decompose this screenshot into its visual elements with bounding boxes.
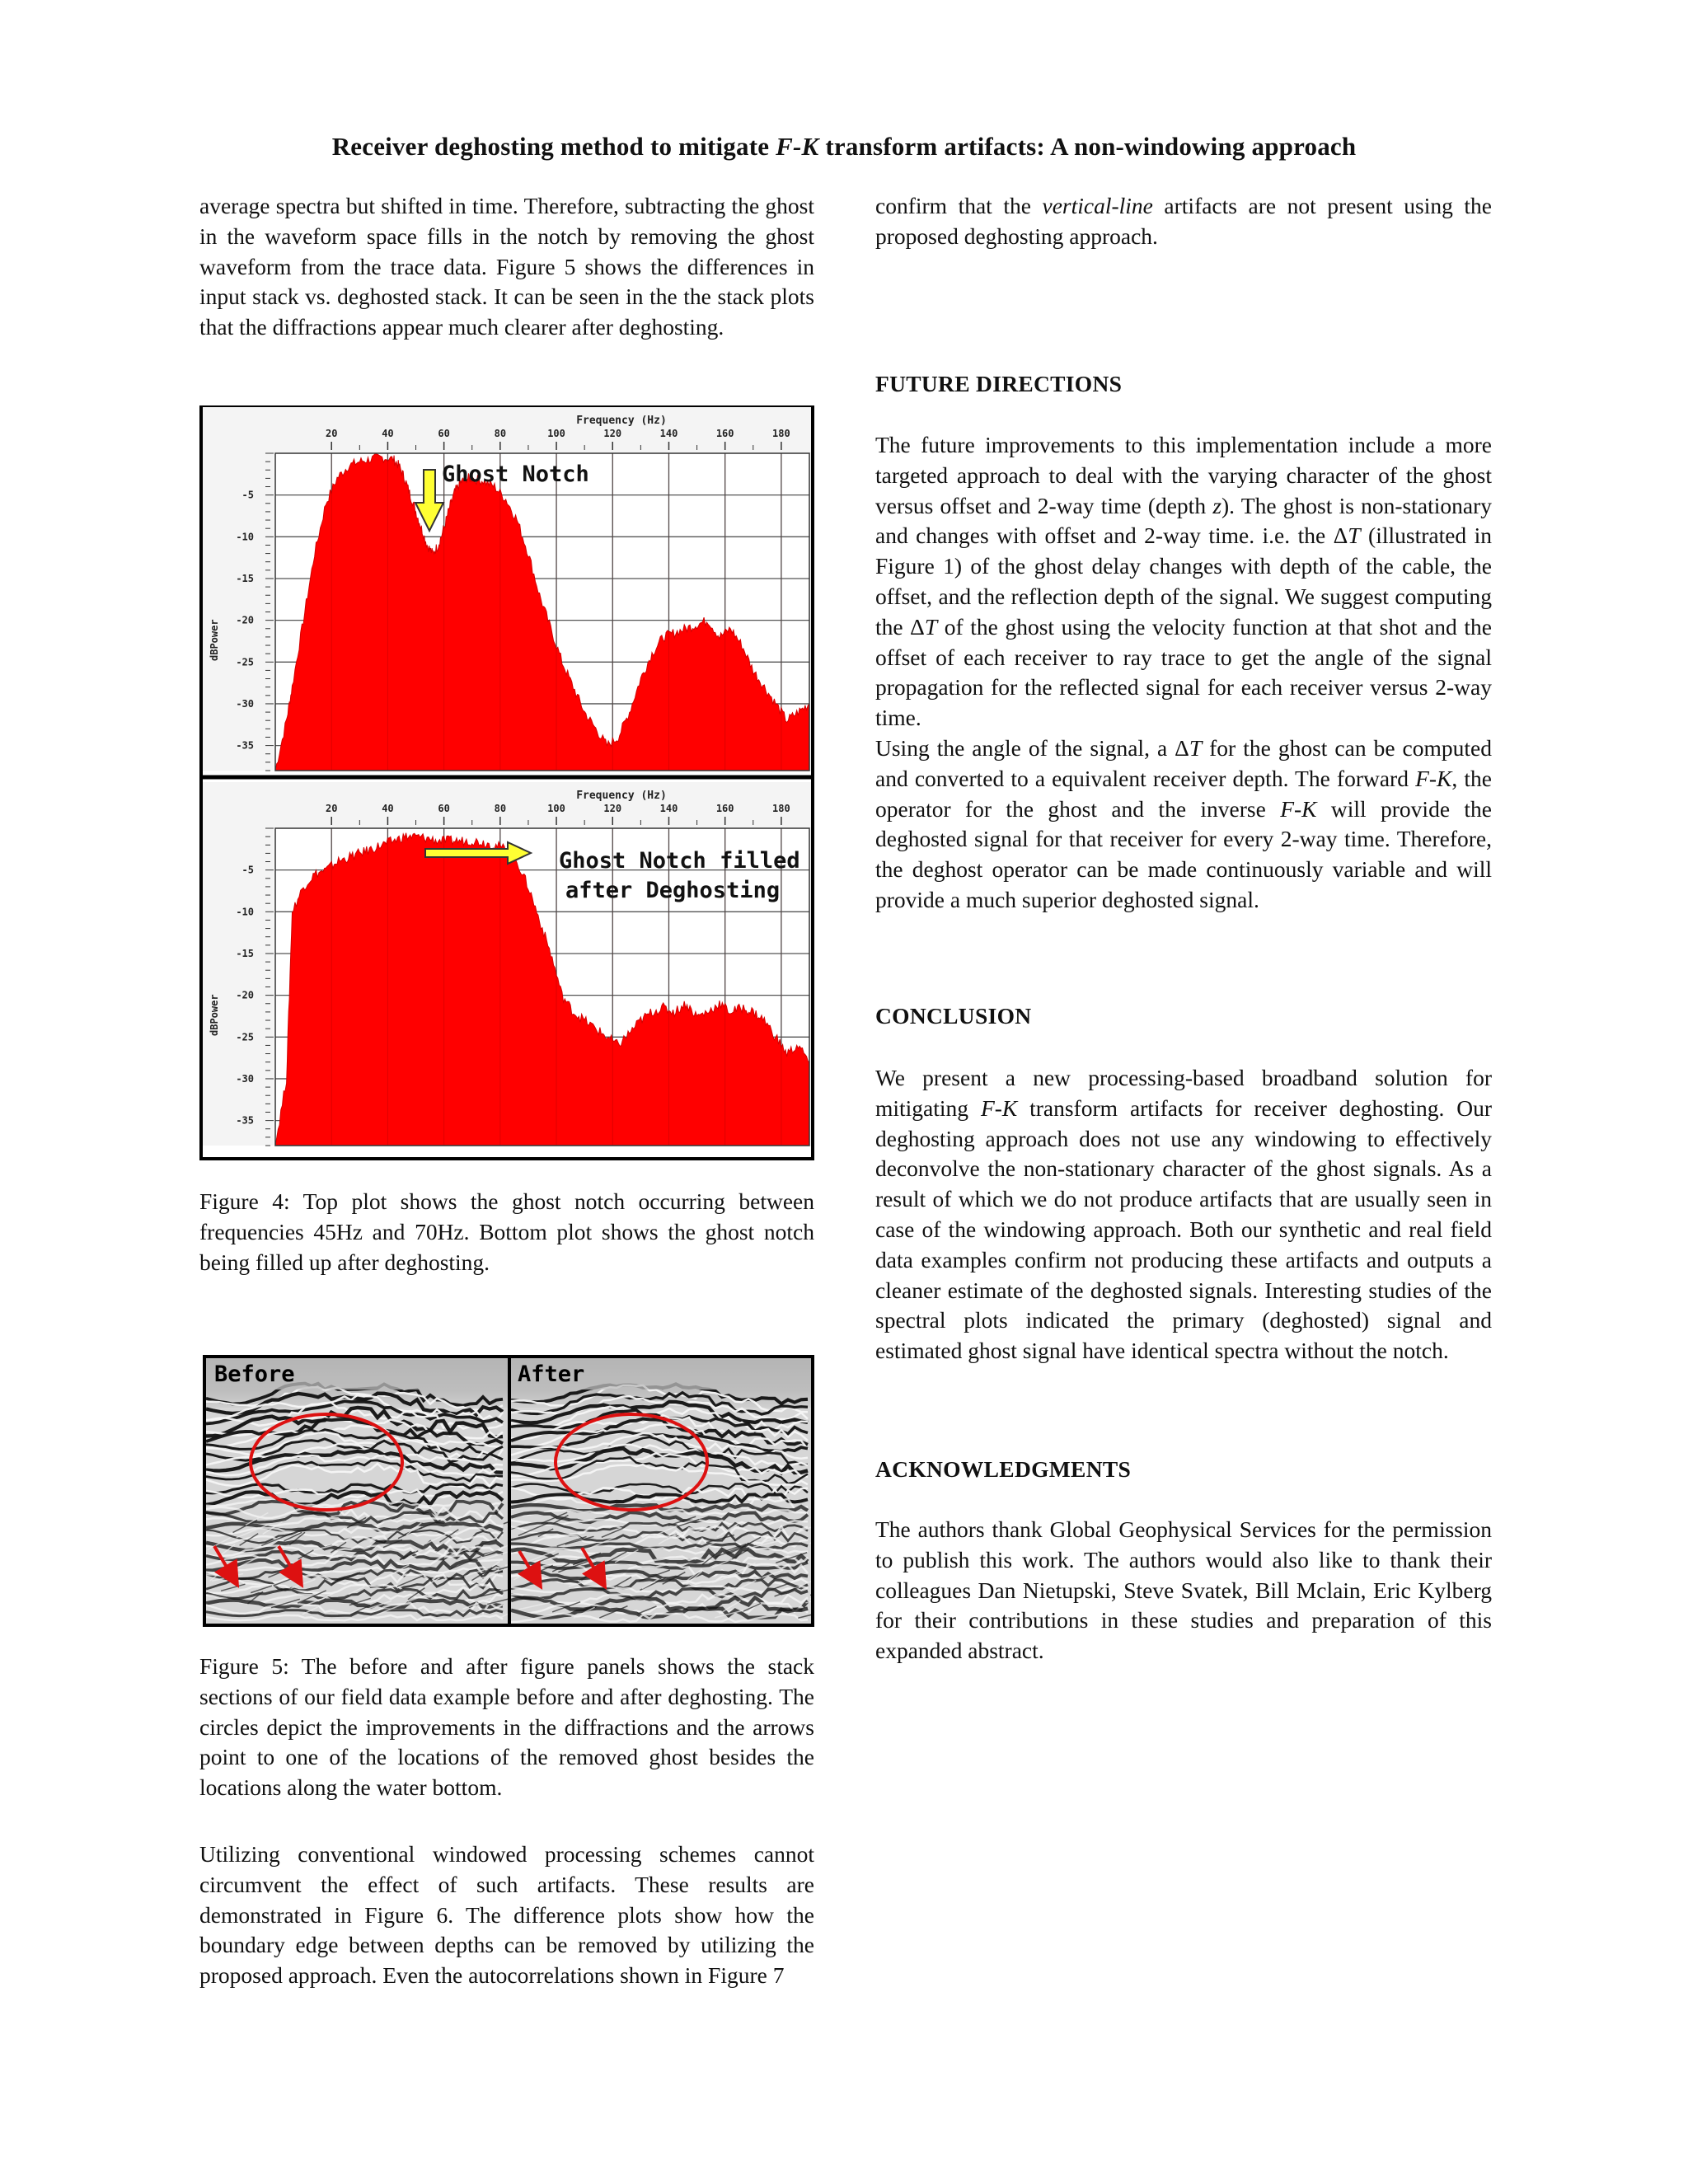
x-tick-label: 160 xyxy=(715,803,734,814)
y-tick-label: -15 xyxy=(236,947,254,959)
x-tick-label: 80 xyxy=(494,428,507,439)
y-tick-label: -10 xyxy=(236,906,254,918)
ghost-notch-label: Ghost Notch xyxy=(442,462,589,487)
x-tick-label: 40 xyxy=(382,803,394,814)
x-tick-label: 120 xyxy=(603,803,622,814)
x-axis-title: Frequency (Hz) xyxy=(576,790,667,802)
figure-4-spectra xyxy=(199,405,814,1160)
figure-4-caption: Figure 4: Top plot shows the ghost notch occurring between frequencies 45Hz and 70Hz. Bottom plot shows the ghost notch being filled up after deghosting. xyxy=(199,1188,814,1275)
x-tick-label: 140 xyxy=(659,803,678,814)
y-axis-label: dBPower xyxy=(209,619,220,661)
y-tick-label: -20 xyxy=(236,989,254,1001)
left-bottom-paragraph: Utilizing conventional windowed processing schemes cannot circumvent the effect of such artifacts. These results are demonstrated in Figure 6. The difference plots show how the boundary edge between depths can be removed by utilizing the proposed approach. Even the autocorrelations shown in Figure 7 xyxy=(199,1841,814,1989)
ghost-notch-filled-label: Ghost Notch filled xyxy=(559,848,800,874)
figure-5 xyxy=(203,1355,814,1631)
after-label: After xyxy=(518,1361,585,1387)
x-tick-label: 80 xyxy=(494,803,507,814)
conclusion-heading: CONCLUSION xyxy=(875,1003,1032,1029)
figure-4 xyxy=(199,405,814,1165)
x-tick-label: 140 xyxy=(659,428,678,439)
x-tick-label: 180 xyxy=(772,428,790,439)
x-tick-label: 100 xyxy=(547,803,565,814)
before-label: Before xyxy=(214,1361,295,1387)
x-tick-label: 20 xyxy=(325,428,338,439)
figure-5-caption: Figure 5: The before and after figure panels shows the stack sections of our field data example before and after deghosting. The circles depict the improvements in the diffractions and the arrows point to one of the locations of the removed ghost besides the locations along the water bottom. xyxy=(199,1653,814,1801)
paper-title: Receiver deghosting method to mitigate F-K transform artifacts: A non-windowing approach xyxy=(331,132,1357,161)
y-tick-label: -5 xyxy=(241,489,254,501)
x-tick-label: 40 xyxy=(382,428,394,439)
y-tick-label: -15 xyxy=(236,572,254,584)
y-tick-label: -30 xyxy=(236,1072,254,1085)
future-directions-heading: FUTURE DIRECTIONS xyxy=(875,371,1123,396)
y-tick-label: -35 xyxy=(236,1114,254,1127)
before-panel xyxy=(206,1358,532,1624)
x-tick-label: 20 xyxy=(325,803,338,814)
y-tick-label: -20 xyxy=(236,614,254,626)
acknowledgments-heading: ACKNOWLEDGMENTS xyxy=(875,1456,1132,1482)
after-deghosting-label: after Deghosting xyxy=(565,878,781,903)
left-top-paragraph: average spectra but shifted in time. Therefore, subtracting the ghost in the waveform space fills in the notch by removing the ghost waveform from the trace data. Figure 5 shows the differences in input stack vs. deghosted stack. It can be seen in the the stack plots that the diffractions appear much clearer after deghosting. xyxy=(199,193,814,340)
figure-5-stack-sections xyxy=(203,1355,814,1627)
after-panel xyxy=(511,1358,814,1624)
x-tick-label: 120 xyxy=(603,428,622,439)
acknowledgments-body: The authors thank Global Geophysical Services for the permission to publish this work. The authors would also like to thank their colleagues Dan Nietupski, Steve Svatek, Bill Mclain, Eric Kylberg for their contributions in these studies and preparation of this expanded abstract. xyxy=(875,1516,1492,1664)
y-tick-label: -10 xyxy=(236,531,254,543)
x-tick-label: 160 xyxy=(715,428,734,439)
y-tick-label: -25 xyxy=(236,1031,254,1043)
x-tick-label: 60 xyxy=(438,428,450,439)
x-tick-label: 180 xyxy=(772,803,790,814)
right-top-paragraph: confirm that the vertical-line artifacts are not present using the proposed deghosting approach. xyxy=(875,193,1492,249)
y-axis-label: dBPower xyxy=(209,994,220,1036)
y-tick-label: -30 xyxy=(236,697,254,710)
y-tick-label: -5 xyxy=(241,864,254,876)
y-tick-label: -25 xyxy=(236,656,254,668)
x-tick-label: 60 xyxy=(438,803,450,814)
future-directions-body: The future improvements to this implementation include a more targeted approach to deal with the varying character of the ghost versus offset and 2-way time (depth z). The ghost is non-stationary and changes with offset and 2-way time. i.e. the ΔT (illustrated in Figure 1) of the ghost delay changes with depth of the cable, the offset, and the reflection depth of the signal. We suggest computing the ΔT of the ghost using the velocity function at that shot and the offset of each receiver to ray trace to get the angle of the signal propagation for the reflected signal for each receiver versus 2-way time. Using the angle of the signal, a ΔT for the ghost can be computed and converted to a equivalent receiver depth. The forward F-K, the operator for the ghost and the inverse F-K will provide the deghosted signal for that receiver for every 2-way time. Therefore, the deghost operator can be made continuously variable and will provide a much superior deghosted signal. xyxy=(875,432,1492,912)
x-axis-title: Frequency (Hz) xyxy=(576,415,667,427)
conclusion-body: We present a new processing-based broadband solution for mitigating F-K transform artifacts for receiver deghosting. Our deghosting approach does not use any windowing to effectively deconvolve the non-stationary character of the ghost signals. As a result of which we do not produce artifacts that are usually seen in case of the windowing approach. Both our synthetic and real field data examples confirm not producing these artifacts and outputs a cleaner estimate of the deghosted signals. Interesting studies of the spectral plots indicated the primary (deghosted) signal and estimated ghost signal have identical spectra without the notch. xyxy=(875,1065,1492,1364)
x-tick-label: 100 xyxy=(547,428,565,439)
y-tick-label: -35 xyxy=(236,739,254,752)
